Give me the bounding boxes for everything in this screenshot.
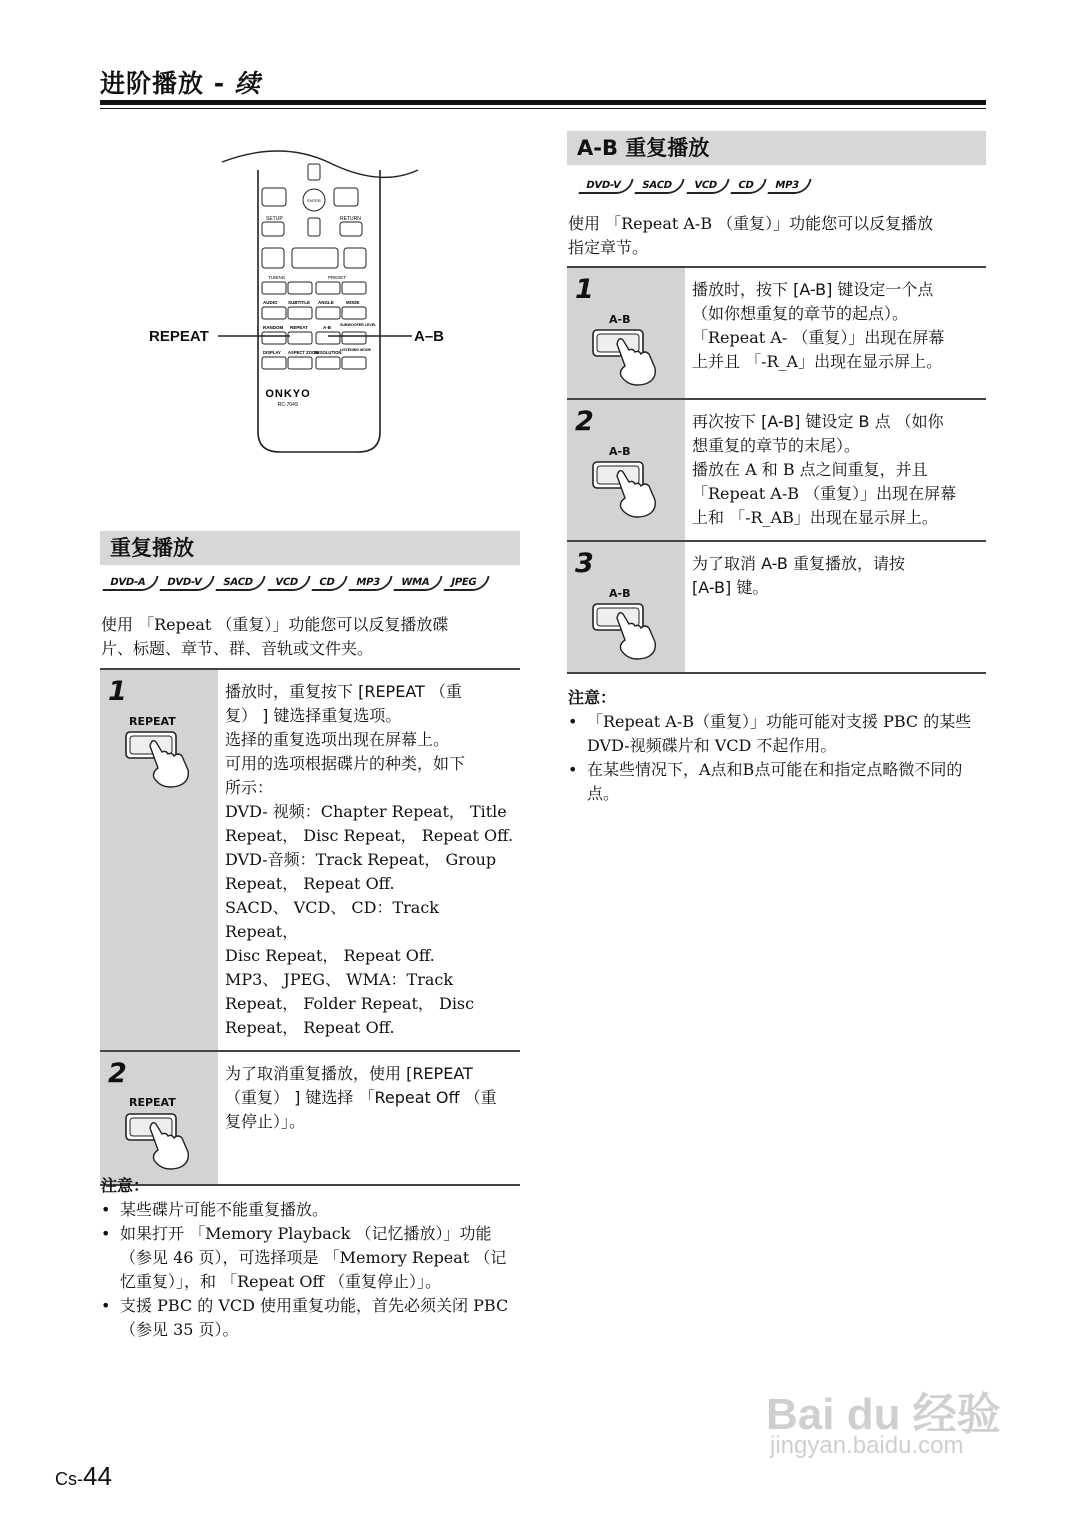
header-title-main: 进阶播放 - — [100, 69, 235, 98]
step-number: 2 — [108, 1058, 127, 1089]
step-line: 可用的选项根据碟片的种类，如下 — [225, 754, 466, 773]
ab-step-1 — [567, 267, 986, 399]
note-item: • 某些碟片可能不能重复播放。 — [101, 1198, 521, 1222]
step-text — [685, 399, 986, 541]
display-label: DISPLAY — [263, 350, 281, 355]
note-item: • 「Repeat A-B（重复）」功能可能对支援 PBC 的某些 DVD-视频碟片和 VCD 不起作用。 — [568, 710, 988, 758]
step-number-cell — [100, 669, 218, 1051]
step-line: 再次按下 [A-B] 键设定 B 点 （如你 — [692, 412, 944, 431]
badge-dvd-v: DVD-V — [159, 576, 214, 591]
section-title-ab: A-B 重复播放 — [567, 131, 986, 165]
step-number-cell — [567, 541, 685, 673]
step-line: 为了取消 A-B 重复播放，请按 — [692, 554, 905, 573]
repeat-step-2 — [100, 1051, 520, 1185]
step-line: （重复） ] 键选择 「Repeat Off （重 — [225, 1088, 497, 1107]
ab-notes-title: 注意： — [568, 688, 617, 707]
badge-cd: CD — [311, 576, 347, 591]
step-line: 上和 「-R_AB」出现在显示屏上。 — [692, 508, 938, 527]
hand-press-repeat-icon — [122, 728, 202, 790]
header-rule-thin — [100, 108, 986, 109]
repeat-notes-title: 注意： — [101, 1176, 150, 1195]
random-label: RANDOM — [263, 325, 284, 330]
return-label: RETURN — [340, 216, 361, 222]
subwoofer-label: SUBWOOFER LEVEL — [340, 323, 377, 327]
remote-callout-ab: A–B — [414, 328, 445, 345]
watermark-brand: Bai du 经验 — [766, 1390, 1001, 1439]
resolution-label: RESOLUTION — [314, 350, 342, 355]
badge-vcd: VCD — [267, 576, 311, 591]
badge-dvd-v: DVD-V — [578, 179, 633, 194]
angle-label: ANGLE — [318, 300, 334, 305]
header-title-suffix: 续 — [234, 69, 261, 98]
badge-vcd: VCD — [686, 179, 730, 194]
step-line: SACD、 VCD、 CD：Track Repeat， — [225, 898, 439, 941]
badge-mp3: MP3 — [768, 179, 813, 194]
listening-mode-label: LISTENING MODE — [340, 348, 371, 352]
step-line: 复停止）」。 — [225, 1112, 306, 1131]
disc-badges-repeat — [104, 576, 488, 591]
repeat-intro — [101, 613, 521, 661]
badge-cd: CD — [730, 179, 766, 194]
badge-wma: WMA — [394, 576, 443, 591]
hand-press-ab-icon — [589, 458, 669, 520]
badge-sacd: SACD — [635, 179, 686, 194]
remote-control-illustration — [100, 140, 520, 470]
ab-step-3 — [567, 541, 986, 673]
subtitle-label: SUBTITLE — [288, 300, 310, 305]
note-item: • 在某些情况下，A点和B点可能在和指定点略微不同的点。 — [568, 758, 988, 806]
disc-badges-ab — [580, 179, 810, 194]
step-line: Repeat， Folder Repeat， Disc — [225, 994, 475, 1013]
step-text — [218, 669, 520, 1051]
step-line: 复） ] 键选择重复选项。 — [225, 706, 402, 725]
step-number-cell — [567, 267, 685, 399]
step-line: 「Repeat A- （重复）」出现在屏幕 — [692, 328, 945, 347]
step-line: （如你想重复的章节的起点）。 — [692, 304, 909, 323]
badge-jpeg: JPEG — [444, 576, 490, 591]
header-rule-thick — [100, 100, 986, 105]
enter-label: ENTER — [307, 198, 321, 203]
step-number: 1 — [108, 676, 127, 707]
step-line: 「Repeat A-B （重复）」出现在屏幕 — [692, 484, 957, 503]
step-line: 播放在 A 和 B 点之间重复，并且 — [692, 460, 928, 479]
hand-press-repeat-icon — [122, 1110, 202, 1172]
step-line: 播放时，重复按下 [REPEAT （重 — [225, 682, 462, 701]
page-number-value: 44 — [83, 1461, 112, 1491]
mode-label: MODE — [346, 300, 360, 305]
ab-steps-table — [567, 266, 986, 674]
aspect-zoom-label: ASPECT ZOOM — [288, 350, 319, 355]
step-number: 2 — [575, 406, 594, 437]
badge-dvd-a: DVD-A — [102, 576, 158, 591]
tuning-label: TUNING — [268, 275, 286, 280]
ab-notes-list — [568, 710, 988, 806]
step-text — [685, 541, 986, 673]
badge-sacd: SACD — [216, 576, 267, 591]
ab-button-label: A-B — [609, 587, 631, 600]
preset-label: PRESET — [328, 275, 347, 280]
step-number: 1 — [575, 274, 594, 305]
note-item: • 支援 PBC 的 VCD 使用重复功能，首先必须关闭 PBC （参见 35 页）。 — [101, 1294, 521, 1342]
step-line: Disc Repeat， Repeat Off. — [225, 946, 435, 965]
step-line: 想重复的章节的末尾）。 — [692, 436, 861, 455]
remote-callout-repeat: REPEAT — [149, 328, 209, 345]
repeat-button-label: REPEAT — [129, 715, 176, 728]
repeat-intro-line: 使用 「Repeat （重复）」功能您可以反复播放碟 — [101, 615, 449, 634]
page-header-title — [100, 64, 261, 100]
brand-logo: ONKYO — [265, 388, 311, 400]
repeat-small-label: REPEAT — [290, 325, 308, 330]
ab-intro-line: 指定章节。 — [568, 238, 649, 257]
page-number — [55, 1461, 112, 1492]
repeat-intro-line: 片、标题、章节、群、音轨或文件夹。 — [101, 639, 374, 658]
ab-intro — [568, 212, 988, 260]
badge-mp3: MP3 — [348, 576, 393, 591]
hand-press-ab-icon — [589, 326, 669, 388]
repeat-step-1 — [100, 669, 520, 1051]
repeat-button-label: REPEAT — [129, 1096, 176, 1109]
step-line: 为了取消重复播放，使用 [REPEAT — [225, 1064, 473, 1083]
ab-button-label: A-B — [609, 313, 631, 326]
step-line: [A-B] 键。 — [692, 578, 769, 597]
watermark-url: jingyan.baidu.com — [770, 1432, 964, 1459]
step-line: 上并且 「-R_A」出现在显示屏上。 — [692, 352, 943, 371]
step-number-cell — [100, 1051, 218, 1185]
audio-label: AUDIO — [263, 300, 278, 305]
step-line: Repeat， Repeat Off. — [225, 1018, 395, 1037]
section-title-repeat: 重复播放 — [100, 531, 520, 565]
step-number: 3 — [575, 548, 594, 579]
step-text — [685, 267, 986, 399]
step-line: Repeat， Repeat Off. — [225, 874, 395, 893]
repeat-notes-list — [101, 1198, 521, 1342]
step-number-cell — [567, 399, 685, 541]
hand-press-ab-icon — [589, 600, 669, 662]
step-line: DVD- 视频：Chapter Repeat， Title — [225, 802, 507, 821]
step-line: MP3、 JPEG、 WMA：Track — [225, 970, 454, 989]
setup-label: SETUP — [266, 216, 283, 222]
page-number-prefix: Cs- — [55, 1469, 83, 1489]
repeat-steps-table — [100, 668, 520, 1186]
ab-button-label: A-B — [609, 445, 631, 458]
ab-step-2 — [567, 399, 986, 541]
step-line: 选择的重复选项出现在屏幕上。 — [225, 730, 450, 749]
ab-small-label: A-B — [323, 325, 331, 330]
step-text — [218, 1051, 520, 1185]
model-label: RC-704S — [277, 402, 299, 408]
step-line: 播放时，按下 [A-B] 键设定一个点 — [692, 280, 934, 299]
step-line: DVD-音频：Track Repeat， Group — [225, 850, 497, 869]
ab-intro-line: 使用 「Repeat A-B （重复）」功能您可以反复播放 — [568, 214, 934, 233]
step-line: 所示： — [225, 778, 274, 797]
step-line: Repeat， Disc Repeat， Repeat Off. — [225, 826, 514, 845]
note-item: • 如果打开 「Memory Playback （记忆播放）」功能 （参见 46 页），可选择项是 「Memory Repeat （记忆重复）」，和 「Repeat Off （重复停止）」。 — [101, 1222, 521, 1294]
